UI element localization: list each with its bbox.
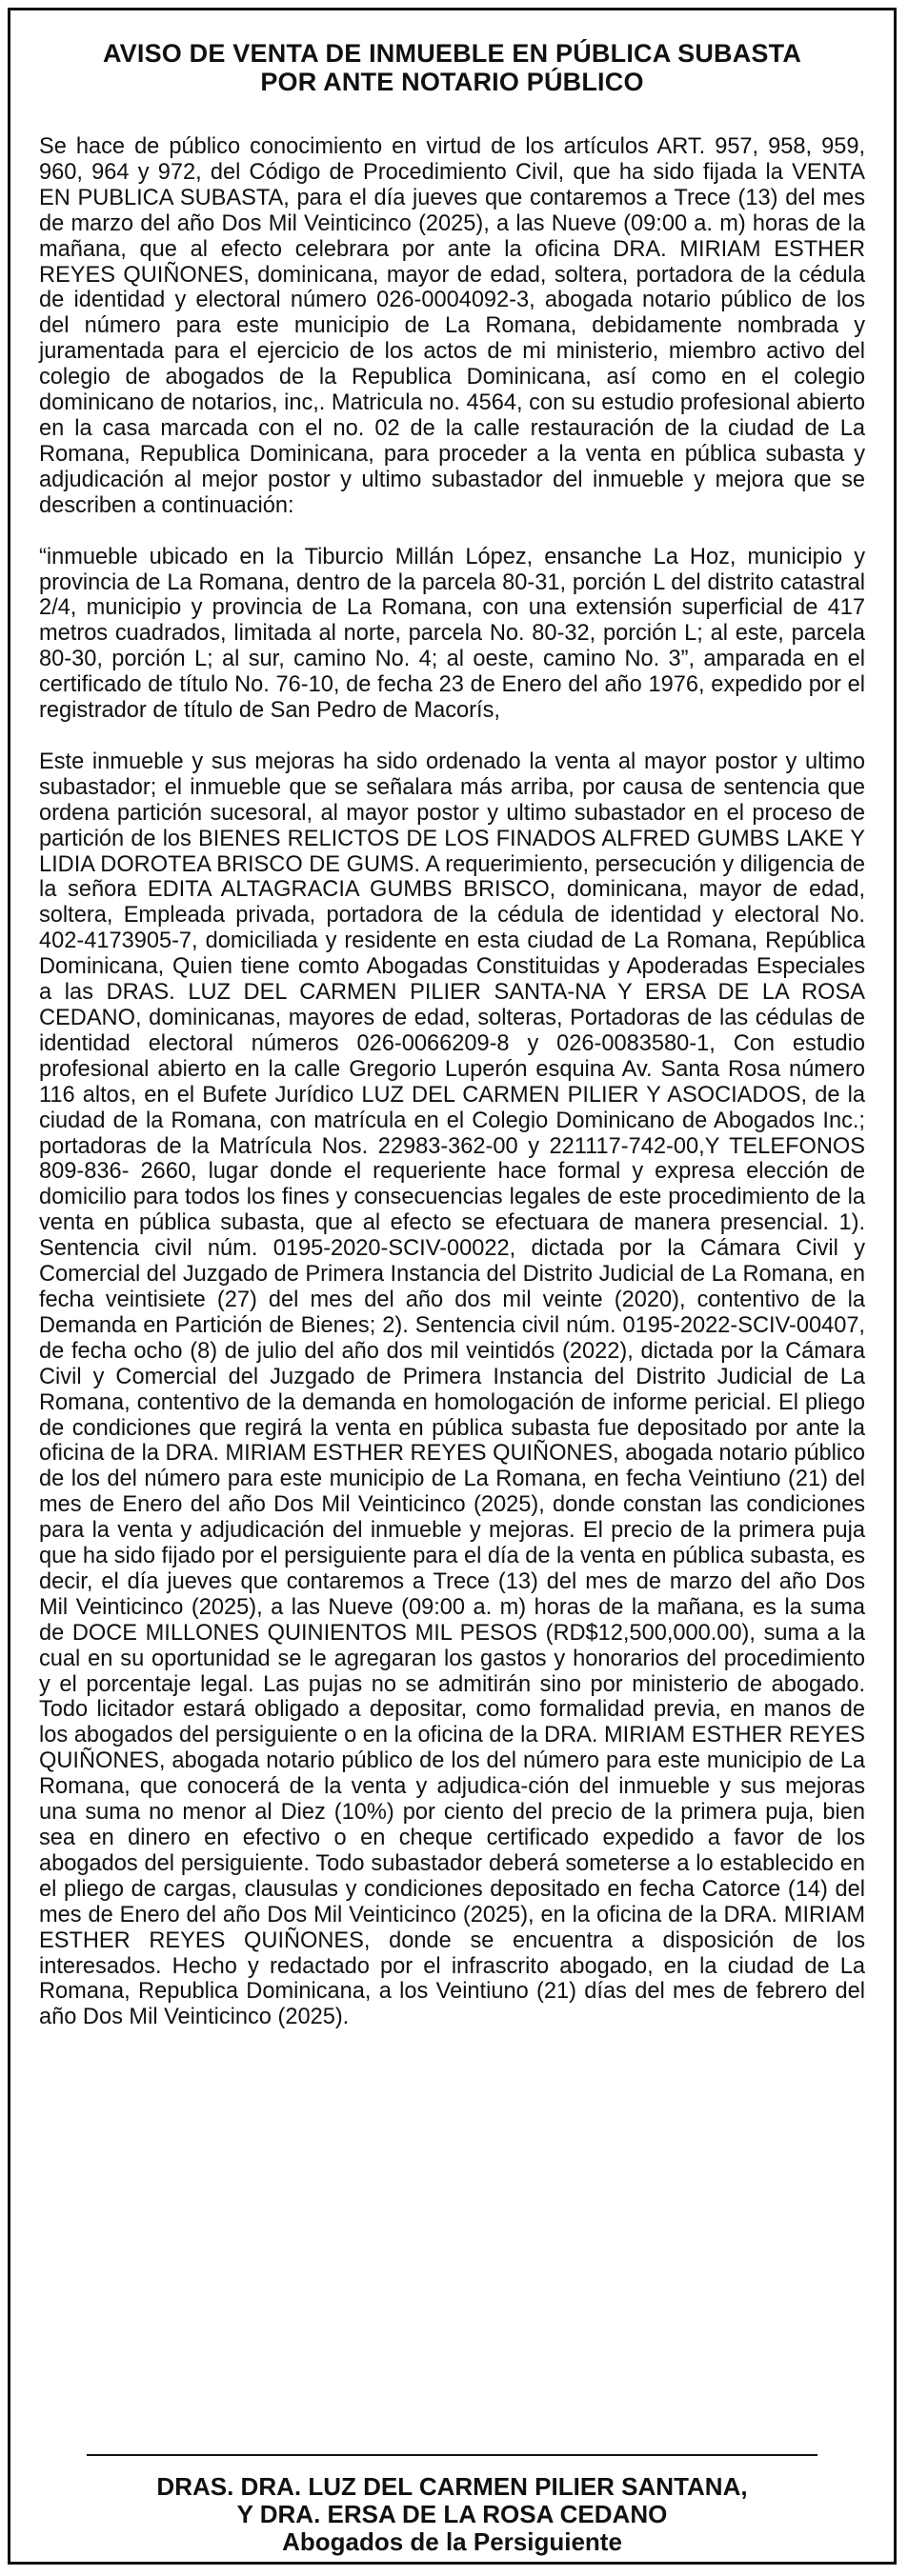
legal-notice [8,8,897,2565]
paragraph-property-description: “inmueble ubicado en la Tiburcio Millán López, ensanche La Hoz, municipio y provincia de La Romana, dentro de la parcela 80-31, porción L del distrito catastral 2/4, municipio y provincia de La Romana, con una extensión superficial de 417 metros cuadrados, limitada al norte, parcela No. 80-32, porción L; al este, parcela 80-30, porción L; al sur, camino No. 4; al oeste, camino No. 3”, amparada en el certificado de título No. 76-10, de fecha 23 de Enero del año 1976, expedido por el registrador de título de San Pedro de Macorís, [39,544,865,724]
notice-title [39,39,865,96]
signature-block [87,2454,817,2556]
signature-line-3: Abogados de la Persiguiente [282,2527,622,2556]
paragraph-auction-conditions: Este inmueble y sus mejoras ha sido ordenado la venta al mayor postor y ultimo subastador; el inmueble que se señalara más arriba, por causa de sentencia que ordena partición sucesoral, al mayor postor y ultimo subastador en el proceso de partición de los BIENES RELICTOS DE LOS FINADOS ALFRED GUMBS LAKE Y LIDIA DOROTEA BRISCO DE GUMS. A requerimiento, persecución y diligencia de la señora EDITA ALTAGRACIA GUMBS BRISCO, dominicana, mayor de edad, soltera, Empleada privada, portadora de la cédula de identidad y electoral No. 402-4173905-7, domiciliada y residente en esta ciudad de La Romana, República Dominicana, Quien tiene comto Abogadas Constituidas y Apoderadas Especiales a las DRAS. LUZ DEL CARMEN PILIER SANTA-NA Y ERSA DE LA ROSA CEDANO, dominicanas, mayores de edad, solteras, Portadoras de las cédulas de identidad electoral números 026-0066209-8 y 026-0083580-1, Con estudio profesional abierto en la calle Gregorio Luperón esquina Av. Santa Rosa número 116 altos, en el Bufete Jurídico LUZ DEL CARMEN PILIER Y ASOCIADOS, de la ciudad de la Romana, con matrícula en el Colegio Dominicano de Abogados Inc.; portadoras de la Matrícula Nos. 22983-362-00 y 221117-742-00,Y TELEFONOS 809-836- 2660, lugar donde el requeriente hace formal y expresa elección de domicilio para todos los fines y consecuencias legales de este procedimiento de la venta en pública subasta, que al efecto se efectuara de manera presencial. 1). Sentencia civil núm. 0195-2020-SCIV-00022, dictada por la Cámara Civil y Comercial del Juzgado de Primera Instancia del Distrito Judicial de La Romana, en fecha veintisiete (27) del mes del año dos mil veinte (2020), contentivo de la Demanda en Partición de Bienes; 2). Sentencia civil núm. 0195-2022-SCIV-00407, de fecha ocho (8) de julio del año dos mil veintidós (2022), dictada por la Cámara Civil y Comercial del Juzgado de Primera Instancia del Distrito Judicial de La Romana, contentivo de la demanda en homologación de informe pericial. El pliego de condiciones que regirá la venta en pública subasta fue depositado por ante la oficina de la DRA. MIRIAM ESTHER REYES QUIÑONES, abogada notario público de los del número para este municipio de La Romana, en fecha Veintiuno (21) del mes de Enero del año Dos Mil Veinticinco (2025), donde constan las condiciones para la venta y adjudicación del inmueble y mejoras. El precio de la primera puja que ha sido fijado por el persiguiente para el día de la venta en pública subasta, es decir, el día jueves que contaremos a Trece (13) del mes de marzo del año Dos Mil Veinticinco (2025), a las Nueve (09:00 a. m) horas de la mañana, es la suma de DOCE MILLONES QUINIENTOS MIL PESOS (RD$12,500,000.00), suma a la cual en su oportunidad se le agregaran los gastos y honorarios del procedimiento y el porcentaje legal. Las pujas no se admitirán sino por ministerio de abogado. Todo licitador estará obligado a depositar, como formalidad previa, en manos de los abogados del persiguiente o en la oficina de la DRA. MIRIAM ESTHER REYES QUIÑONES, abogada notario público de los del número para este municipio de La Romana, que conocerá de la venta y adjudica-ción del inmueble y sus mejoras una suma no menor al Diez (10%) por ciento del precio de la primera puja, bien sea en dinero en efectivo o en cheque certificado expedido a favor de los abogados del persiguiente. Todo subastador deberá someterse a lo establecido en el pliego de cargas, clausulas y condiciones depositado en fecha Catorce (14) del mes de Enero del año Dos Mil Veinticinco (2025), en la oficina de la DRA. MIRIAM ESTHER REYES QUIÑONES, donde se encuentra a disposición de los interesados. Hecho y redactado por el infrascrito abogado, en la ciudad de La Romana, Republica Dominicana, a los Veintiuno (21) días del mes de febrero del año Dos Mil Veinticinco (2025). [39,749,866,2030]
signature-line-2: Y DRA. ERSA DE LA ROSA CEDANO [236,2500,668,2528]
paragraph-auction-announcement: Se hace de público conocimiento en virtud de los artículos ART. 957, 958, 959, 960, 964 y 972, del Código de Procedimiento Civil, que ha sido fijada la VENTA EN PUBLICA SUBASTA, para el día jueves que contaremos a Trece (13) del mes de marzo del año Dos Mil Veinticinco (2025), a las Nueve (09:00 a. m) horas de la mañana, que al efecto celebrara por ante la oficina DRA. MIRIAM ESTHER REYES QUIÑONES, dominicana, mayor de edad, soltera, portadora de la cédula de identidad y electoral número 026-0004092-3, abogada notario público de los del número para este municipio de La Romana, debidamente nombrada y juramentada para el ejercicio de los actos de mi ministerio, miembro activo del colegio de abogados de la Republica Dominicana, así como en el colegio dominicano de notarios, inc,. Matricula no. 4564, con su estudio profesional abierto en la casa marcada con el no. 02 de la calle restauración de la ciudad de La Romana, Republica Dominicana, para proceder a la venta en pública subasta y adjudicación al mejor postor y ultimo subastador del inmueble y mejora que se describen a continuación: [39,134,865,518]
notice-body [39,134,865,2030]
notice-title-line-2: POR ANTE NOTARIO PÚBLICO [260,68,644,96]
signature-line-1: DRAS. DRA. LUZ DEL CARMEN PILIER SANTANA, [156,2472,748,2501]
notice-title-line-1: AVISO DE VENTA DE INMUEBLE EN PÚBLICA SUBASTA [102,39,802,68]
